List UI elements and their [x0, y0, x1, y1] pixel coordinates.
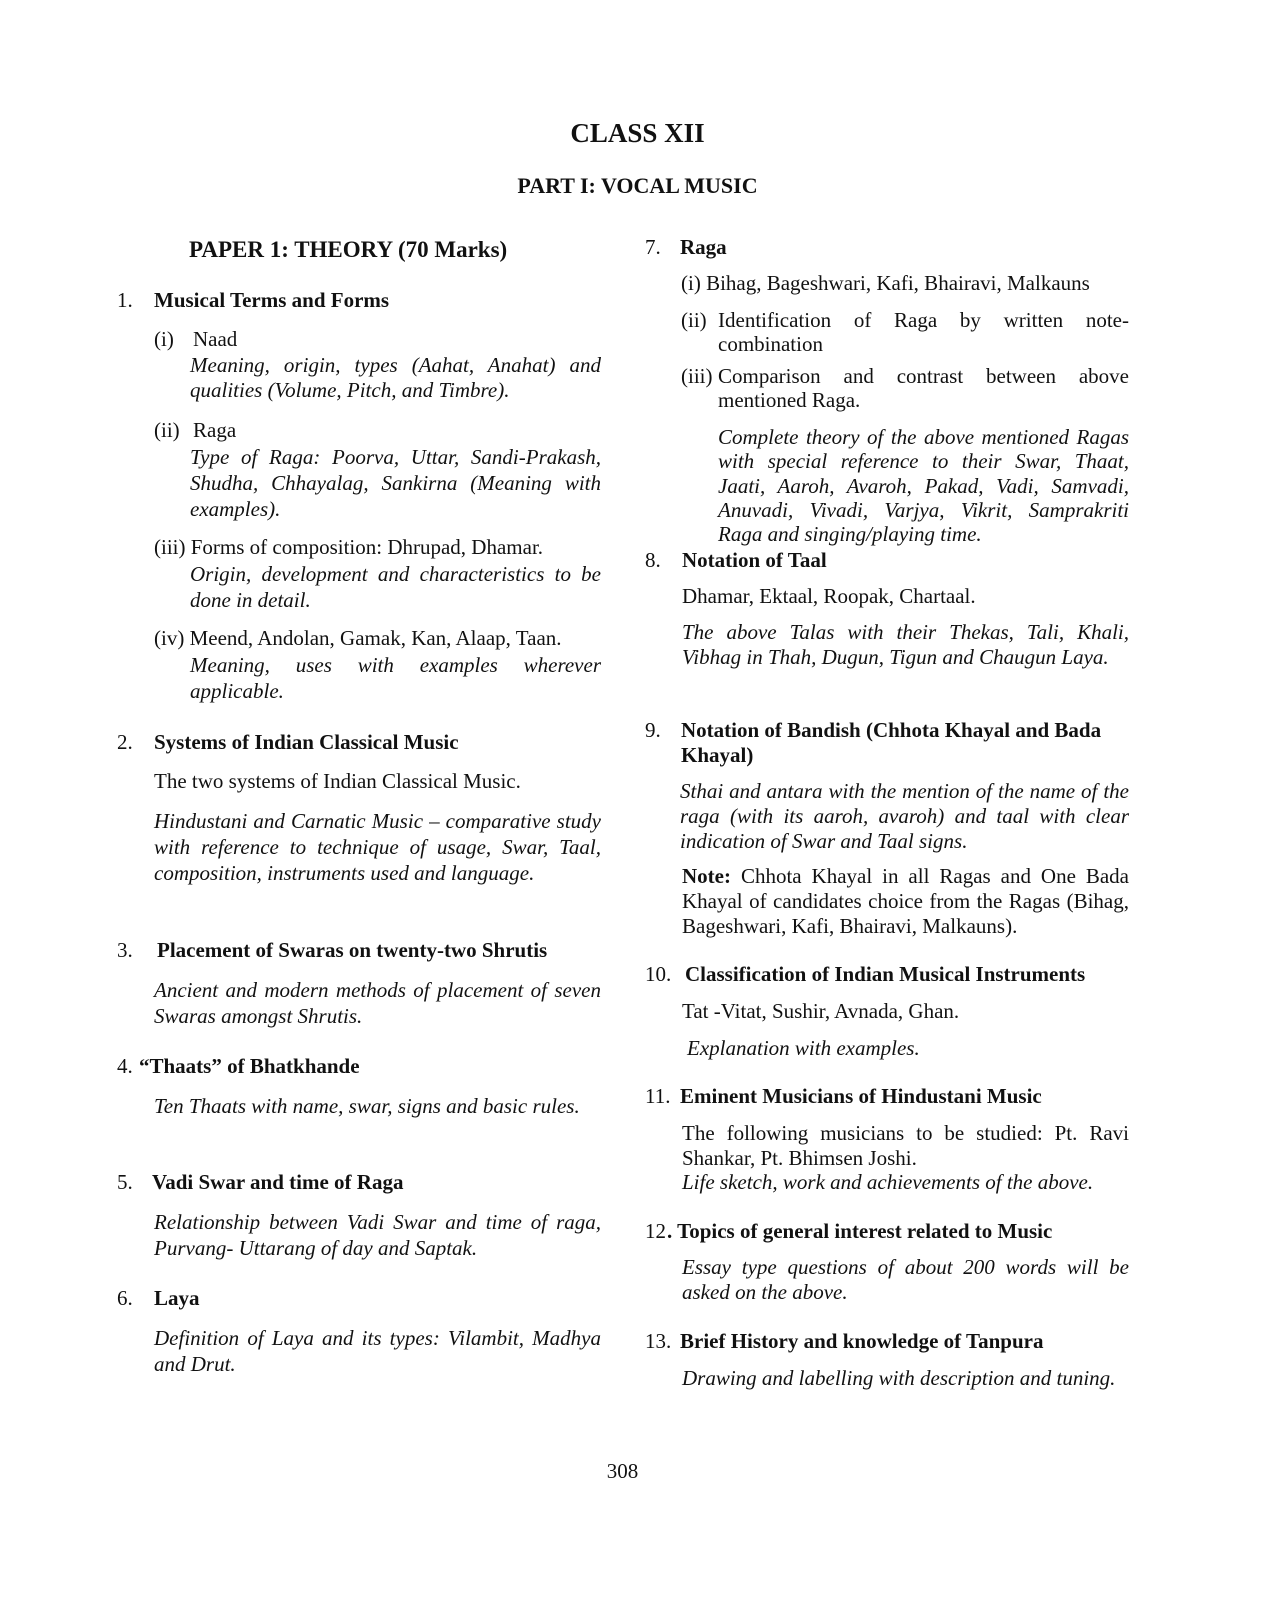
section-8-title: Notation of Taal	[682, 548, 827, 572]
part-title: PART I: VOCAL MUSIC	[517, 173, 758, 198]
section-5-number: 5.	[117, 1170, 133, 1194]
section-4-title: “Thaats” of Bhatkhande	[139, 1054, 360, 1078]
section-4-description: Ten Thaats with name, swar, signs and basic rules.	[154, 1094, 580, 1118]
section-5-title: Vadi Swar and time of Raga	[152, 1170, 404, 1194]
item-7-ii-label: (ii)	[681, 308, 707, 332]
section-8-line: Dhamar, Ektaal, Roopak, Chartaal.	[682, 584, 976, 608]
section-10-title: Classification of Indian Musical Instruments	[685, 962, 1086, 986]
section-2-title: Systems of Indian Classical Music	[154, 730, 459, 754]
section-10-number: 10.	[645, 962, 672, 986]
section-5-description: Relationship between Vadi Swar and time of raga, Purvang- Uttarang of day and Saptak.	[154, 1210, 601, 1260]
page-title: CLASS XII	[570, 118, 705, 148]
section-13-title: Brief History and knowledge of Tanpura	[680, 1329, 1044, 1353]
section-7-number: 7.	[645, 235, 661, 259]
section-11-number: 11.	[645, 1084, 671, 1108]
item-iv-description: Meaning, uses with examples wherever applicable.	[190, 653, 601, 703]
section-6-description: Definition of Laya and its types: Vilambit, Madhya and Drut.	[154, 1326, 601, 1376]
section-1-number: 1.	[117, 288, 133, 312]
section-12-number: 12	[645, 1219, 666, 1243]
section-10-description: Explanation with examples.	[687, 1036, 920, 1060]
item-7-iii-text: Comparison and contrast between above mentioned Raga.	[718, 364, 1129, 412]
section-8-description: The above Talas with their Thekas, Tali, Khali, Vibhag in Thah, Dugun, Tigun and Chaugun Laya.	[682, 620, 1129, 669]
item-ii-label: (ii)	[154, 418, 180, 442]
note-text: Chhota Khayal in all Ragas and One Bada Khayal of candidates choice from the Ragas (Bihag, Bageshwari, Kafi, Bhairavi, Malkauns).	[682, 864, 1129, 938]
section-9-note	[682, 864, 1129, 939]
section-11-line: The following musicians to be studied: Pt. Ravi Shankar, Pt. Bhimsen Joshi.	[682, 1121, 1129, 1170]
item-i-title: Naad	[193, 327, 238, 351]
section-3-title: Placement of Swaras on twenty-two Shrutis	[157, 938, 548, 962]
item-7-iii-label: (iii)	[681, 364, 713, 388]
section-3-number: 3.	[117, 938, 133, 962]
section-2-number: 2.	[117, 730, 133, 754]
page-number: 308	[606, 1459, 639, 1483]
section-1-title: Musical Terms and Forms	[154, 288, 390, 312]
item-ii-description: Type of Raga: Poorva, Uttar, Sandi-Prakash, Shudha, Chhayalag, Sankirna (Meaning with examples).	[190, 445, 601, 521]
section-13-number: 13.	[645, 1329, 672, 1353]
paper-title: PAPER 1: THEORY (70 Marks)	[189, 237, 508, 262]
section-9-description: Sthai and antara with the mention of the name of the raga (with its aaroh, avaroh) and taal with clear indication of Swar and Taal signs.	[680, 779, 1129, 853]
section-8-number: 8.	[645, 548, 661, 572]
section-7-description: Complete theory of the above mentioned Ragas with special reference to their Swar, Thaat, Jaati, Aaroh, Avaroh, Pakad, Vadi, Samvadi, Anuvadi, Vivadi, Varjya, Vikrit, Samprakriti Raga and singing/playing time.	[718, 425, 1129, 547]
section-9-title: Notation of Bandish (Chhota Khayal and Bada Khayal)	[681, 718, 1102, 767]
item-i-label: (i)	[154, 327, 174, 351]
section-6-title: Laya	[154, 1286, 200, 1310]
section-4-number: 4.	[117, 1054, 133, 1078]
section-11-title: Eminent Musicians of Hindustani Music	[680, 1084, 1042, 1108]
section-2-line: The two systems of Indian Classical Music.	[154, 769, 521, 793]
item-7-ii-text: Identification of Raga by written note-combination	[718, 308, 1129, 356]
note-label: Note:	[682, 864, 731, 888]
item-iv-text: (iv) Meend, Andolan, Gamak, Kan, Alaap, Taan.	[154, 626, 562, 650]
section-12-description: Essay type questions of about 200 words will be asked on the above.	[682, 1255, 1129, 1304]
section-3-description: Ancient and modern methods of placement of seven Swaras amongst Shrutis.	[154, 978, 601, 1028]
section-2-description: Hindustani and Carnatic Music – comparative study with reference to technique of usage, Swar, Taal, composition, instruments used and language.	[154, 809, 601, 885]
item-7-i-text: (i) Bihag, Bageshwari, Kafi, Bhairavi, Malkauns	[681, 271, 1090, 295]
section-12-title: . Topics of general interest related to Music	[667, 1219, 1053, 1243]
item-ii-title: Raga	[193, 418, 237, 442]
section-7-title: Raga	[680, 235, 727, 259]
section-9-number: 9.	[645, 718, 661, 742]
section-6-number: 6.	[117, 1286, 133, 1310]
section-11-description: Life sketch, work and achievements of the above.	[682, 1170, 1094, 1194]
item-i-description: Meaning, origin, types (Aahat, Anahat) and qualities (Volume, Pitch, and Timbre).	[190, 353, 601, 402]
section-13-description: Drawing and labelling with description and tuning.	[682, 1366, 1116, 1390]
item-iii-text: (iii) Forms of composition: Dhrupad, Dhamar.	[154, 535, 544, 559]
item-iii-description: Origin, development and characteristics to be done in detail.	[190, 562, 601, 612]
section-10-line: Tat -Vitat, Sushir, Avnada, Ghan.	[682, 999, 960, 1023]
